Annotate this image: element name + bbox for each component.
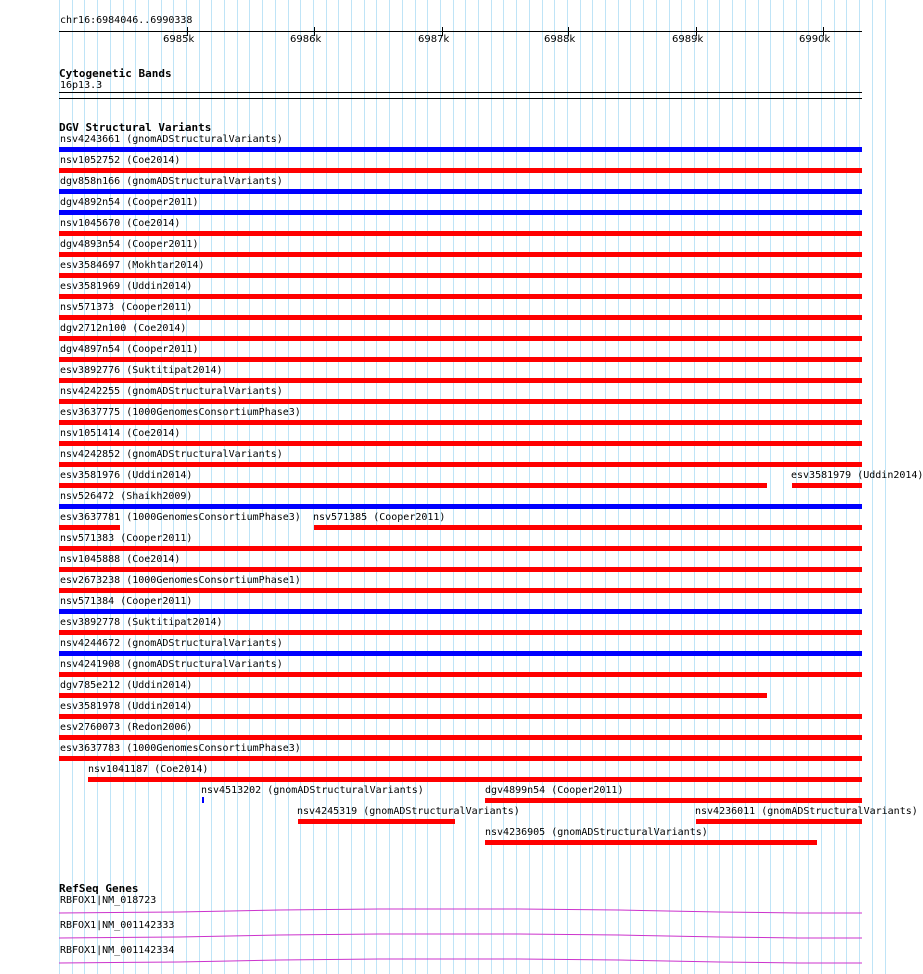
dgv-feature-bar[interactable] <box>59 210 862 215</box>
dgv-feature-label[interactable]: nsv1052752 (Coe2014) <box>60 155 181 166</box>
dgv-feature-label[interactable]: nsv4245319 (gnomADStructuralVariants) <box>297 806 520 817</box>
dgv-feature-label[interactable]: esv3581969 (Uddin2014) <box>60 281 193 292</box>
dgv-feature-label[interactable]: nsv571384 (Cooper2011) <box>60 596 193 607</box>
dgv-feature-label[interactable]: esv2673238 (1000GenomesConsortiumPhase1) <box>60 575 301 586</box>
dgv-feature-label[interactable]: nsv4236905 (gnomADStructuralVariants) <box>485 827 708 838</box>
refseq-gene-label[interactable]: RBFOX1|NM_001142333 <box>60 920 175 931</box>
dgv-feature-bar[interactable] <box>59 315 862 320</box>
ruler-baseline <box>59 31 862 32</box>
refseq-gene-label[interactable]: RBFOX1|NM_001142334 <box>60 945 175 956</box>
dgv-feature-label[interactable]: nsv4241908 (gnomADStructuralVariants) <box>60 659 283 670</box>
dgv-feature-label[interactable]: esv3637775 (1000GenomesConsortiumPhase3) <box>60 407 301 418</box>
track-title-refseq[interactable]: RefSeq Genes <box>59 882 139 895</box>
dgv-feature-label[interactable]: nsv526472 (Shaikh2009) <box>60 491 193 502</box>
dgv-feature-label[interactable]: nsv571373 (Cooper2011) <box>60 302 193 313</box>
grid-line <box>872 0 873 974</box>
ruler-tick-label: 6985k <box>163 34 195 45</box>
dgv-feature-bar[interactable] <box>59 630 862 635</box>
dgv-feature-bar[interactable] <box>59 504 862 509</box>
dgv-feature-label[interactable]: nsv4243661 (gnomADStructuralVariants) <box>60 134 283 145</box>
dgv-feature-bar[interactable] <box>59 651 862 656</box>
dgv-feature-bar[interactable] <box>59 735 862 740</box>
dgv-feature-label[interactable]: nsv4242255 (gnomADStructuralVariants) <box>60 386 283 397</box>
dgv-feature-label[interactable]: dgv4899n54 (Cooper2011) <box>485 785 624 796</box>
ruler-tick-label: 6990k <box>799 34 831 45</box>
dgv-feature-label[interactable]: dgv785e212 (Uddin2014) <box>60 680 193 691</box>
dgv-feature-label[interactable]: nsv1041187 (Coe2014) <box>88 764 209 775</box>
dgv-feature-bar[interactable] <box>59 147 862 152</box>
dgv-feature-label[interactable]: nsv1051414 (Coe2014) <box>60 428 181 439</box>
grid-line <box>885 0 886 974</box>
dgv-feature-bar[interactable] <box>59 462 862 467</box>
dgv-feature-label[interactable]: nsv571385 (Cooper2011) <box>313 512 446 523</box>
dgv-feature-bar[interactable] <box>202 797 204 803</box>
dgv-feature-bar[interactable] <box>59 357 862 362</box>
dgv-feature-bar[interactable] <box>59 252 862 257</box>
dgv-feature-label[interactable]: dgv858n166 (gnomADStructuralVariants) <box>60 176 283 187</box>
dgv-feature-bar[interactable] <box>314 525 862 530</box>
refseq-gene-intron-line[interactable] <box>59 932 862 940</box>
dgv-feature-bar[interactable] <box>59 546 862 551</box>
ruler-tick-label: 6987k <box>418 34 450 45</box>
dgv-feature-bar[interactable] <box>59 231 862 236</box>
dgv-feature-bar[interactable] <box>59 441 862 446</box>
refseq-gene-intron-line[interactable] <box>59 907 862 915</box>
location-label: chr16:6984046..6990338 <box>60 15 193 26</box>
dgv-feature-bar[interactable] <box>485 798 862 803</box>
dgv-feature-label[interactable]: esv3581978 (Uddin2014) <box>60 701 193 712</box>
ruler-tick-label: 6986k <box>290 34 322 45</box>
ruler-tick-label: 6988k <box>544 34 576 45</box>
dgv-feature-bar[interactable] <box>59 672 862 677</box>
dgv-feature-label[interactable]: dgv4893n54 (Cooper2011) <box>60 239 199 250</box>
dgv-feature-bar[interactable] <box>59 609 862 614</box>
dgv-feature-label[interactable]: esv3892778 (Suktitipat2014) <box>60 617 223 628</box>
dgv-feature-bar[interactable] <box>59 336 862 341</box>
dgv-feature-label[interactable]: dgv2712n100 (Coe2014) <box>60 323 187 334</box>
dgv-feature-bar[interactable] <box>792 483 862 488</box>
dgv-feature-bar[interactable] <box>59 168 862 173</box>
dgv-feature-bar[interactable] <box>696 819 862 824</box>
dgv-feature-label[interactable]: nsv571383 (Cooper2011) <box>60 533 193 544</box>
dgv-feature-label[interactable]: nsv1045670 (Coe2014) <box>60 218 181 229</box>
refseq-gene-label[interactable]: RBFOX1|NM_018723 <box>60 895 157 906</box>
dgv-feature-bar[interactable] <box>59 273 862 278</box>
dgv-feature-label[interactable]: esv3892776 (Suktitipat2014) <box>60 365 223 376</box>
dgv-feature-label[interactable]: esv2760073 (Redon2006) <box>60 722 193 733</box>
dgv-feature-bar[interactable] <box>59 588 862 593</box>
dgv-feature-bar[interactable] <box>59 714 862 719</box>
dgv-feature-label[interactable]: esv3637783 (1000GenomesConsortiumPhase3) <box>60 743 301 754</box>
dgv-feature-bar[interactable] <box>59 294 862 299</box>
dgv-feature-bar[interactable] <box>59 420 862 425</box>
dgv-feature-label[interactable]: nsv4236011 (gnomADStructuralVariants) <box>695 806 918 817</box>
dgv-feature-label[interactable]: esv3581979 (Uddin2014) <box>791 470 923 481</box>
ruler-tick-label: 6989k <box>672 34 704 45</box>
dgv-feature-bar[interactable] <box>88 777 862 782</box>
dgv-feature-bar[interactable] <box>59 189 862 194</box>
dgv-feature-label[interactable]: esv3581976 (Uddin2014) <box>60 470 193 481</box>
refseq-gene-intron-line[interactable] <box>59 957 862 965</box>
cytoband-line-top <box>59 92 862 93</box>
dgv-feature-label[interactable]: nsv4242852 (gnomADStructuralVariants) <box>60 449 283 460</box>
dgv-feature-label[interactable]: nsv4513202 (gnomADStructuralVariants) <box>201 785 424 796</box>
dgv-feature-bar[interactable] <box>298 819 455 824</box>
dgv-feature-bar[interactable] <box>59 483 767 488</box>
dgv-feature-bar[interactable] <box>59 399 862 404</box>
dgv-feature-label[interactable]: esv3637781 (1000GenomesConsortiumPhase3) <box>60 512 301 523</box>
dgv-feature-label[interactable]: dgv4892n54 (Cooper2011) <box>60 197 199 208</box>
track-title-dgv[interactable]: DGV Structural Variants <box>59 121 212 134</box>
dgv-feature-bar[interactable] <box>59 756 862 761</box>
dgv-feature-bar[interactable] <box>59 378 862 383</box>
cytoband-line-bottom <box>59 98 862 99</box>
dgv-feature-bar[interactable] <box>59 525 120 530</box>
dgv-feature-bar[interactable] <box>59 567 862 572</box>
dgv-feature-label[interactable]: nsv1045888 (Coe2014) <box>60 554 181 565</box>
track-title-cytoband[interactable]: Cytogenetic Bands <box>59 67 172 80</box>
cytoband-label: 16p13.3 <box>60 80 103 91</box>
dgv-feature-bar[interactable] <box>59 693 767 698</box>
dgv-feature-label[interactable]: nsv4244672 (gnomADStructuralVariants) <box>60 638 283 649</box>
dgv-feature-bar[interactable] <box>485 840 817 845</box>
dgv-feature-label[interactable]: dgv4897n54 (Cooper2011) <box>60 344 199 355</box>
dgv-feature-label[interactable]: esv3584697 (Mokhtar2014) <box>60 260 205 271</box>
